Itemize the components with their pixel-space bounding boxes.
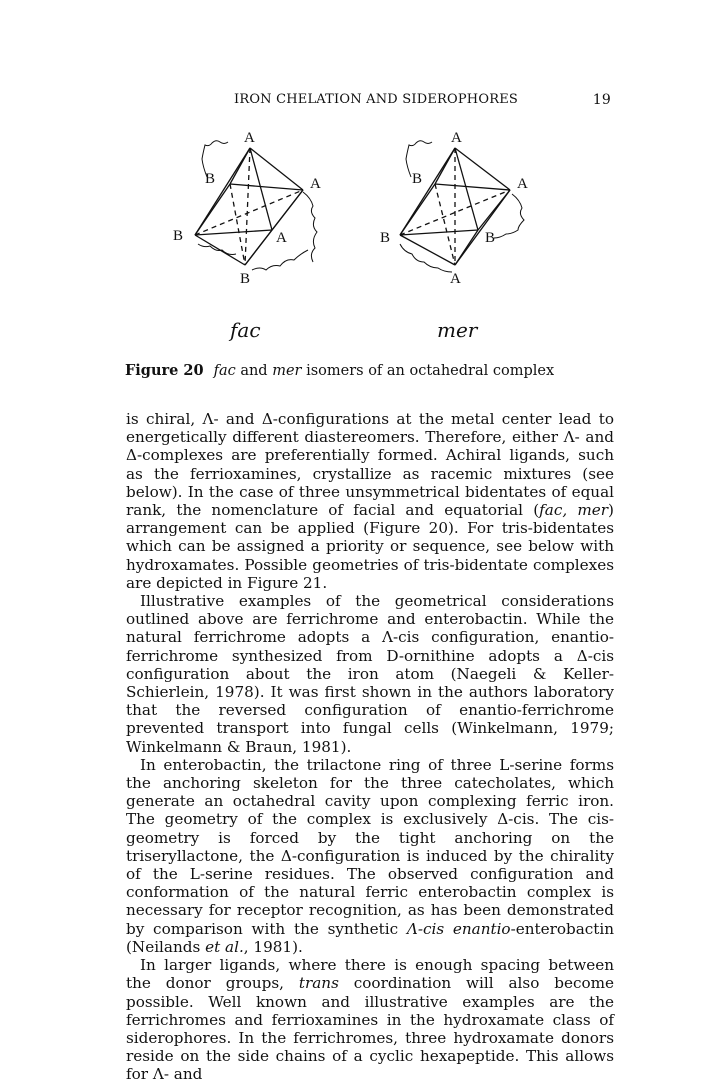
paragraph-3-lambda-cis: Λ-cis enantio: [406, 919, 511, 938]
figure-number: Figure 20: [125, 362, 204, 379]
paragraph-1-fac-mer: fac, mer: [539, 501, 609, 520]
body-text: [126, 410, 614, 1084]
svg-text:A: A: [244, 130, 255, 146]
caption-rest: isomers of an octahedral complex: [301, 363, 555, 379]
caption-and: and: [235, 363, 273, 379]
figure-20: [0, 120, 707, 360]
figure-caption: [125, 362, 554, 379]
paragraph-3-mid: -enterobactin (Neilands: [126, 919, 615, 956]
page-number: 19: [592, 92, 611, 108]
paragraph-3: [126, 756, 614, 956]
caption-fac: fac: [213, 363, 236, 379]
svg-text:B: B: [485, 230, 496, 246]
paragraph-4-text: In larger ligands, where there is enough spacing between the donor groups,: [126, 956, 614, 993]
paragraph-1-end: ) arrangement can be applied (Figure 20). For tris-bidentates which can be assigned a priority or sequence, see below with hydroxamates. Possible geometries of tris-bidentate complexes are depicted in Figure 21.: [126, 501, 614, 592]
svg-text:B: B: [173, 228, 184, 244]
paragraph-3-text: In enterobactin, the trilactone ring of three L-serine forms the anchoring skeleton for the three catecholates, which generate an octahedral cavity upon complexing ferric iron. The geometry of the complex is exclusively Δ-cis. The cis-geometry is forced by the tight anchoring on the triseryllactone, the Δ-configuration is induced by the chirality of the L-serine residues. The observed configuration and conformation of the natural ferric enterobactin complex is necessary for receptor recognition, as has been demonstrated by comparison with the synthetic: [126, 755, 614, 938]
fac-label: fac: [230, 318, 261, 342]
paragraph-2: Illustrative examples of the geometrical considerations outlined above are ferrichrome and enterobactin. While the natural ferrichrome adopts a Λ-cis configuration, enantio-ferrichrome synthesized from D-ornithine adopts a Δ-cis configuration about the iron atom (Naegeli & Keller-Schierlein, 1978). It was first shown in the authors laboratory that the reversed configuration of enantio-ferrichrome prevented transport into fungal cells (Winkelmann, 1979; Winkelmann & Braun, 1981).: [126, 592, 614, 756]
paragraph-3-end: , 1981).: [243, 937, 303, 956]
paragraph-4-trans: trans: [298, 974, 339, 993]
mer-label: mer: [437, 318, 478, 342]
paragraph-4-end: coordination will also become possible. Well known and illustrative examples are the ferrichromes and ferrioxamines in the hydroxamate class of siderophores. In the ferrichromes, three hydroxamate donors reside on the side chains of a cyclic hexapeptide. This allows for Λ- and: [126, 974, 614, 1084]
svg-text:B: B: [380, 230, 391, 246]
svg-text:B: B: [240, 271, 251, 287]
paragraph-1: [126, 410, 614, 592]
svg-text:A: A: [517, 176, 528, 192]
fac-octahedron: [195, 141, 317, 270]
svg-text:B: B: [205, 171, 216, 187]
svg-text:A: A: [310, 176, 321, 192]
paragraph-4: [126, 956, 614, 1083]
svg-text:B: B: [412, 171, 423, 187]
paragraph-3-et-al: et al.: [205, 937, 244, 956]
mer-octahedron: [400, 141, 524, 272]
svg-text:A: A: [450, 271, 461, 287]
paragraph-1-text: is chiral, Λ- and Δ-configurations at the metal center lead to energetically different diastereomers. Therefore, either Λ- and Δ-complexes are preferentially formed. Achiral ligands, such as the ferrioxamines, crystallize as racemic mixtures (see below). In the case of three unsymmetrical bidentates of equal rank, the nomenclature of facial and equatorial (: [126, 410, 614, 520]
octahedron-diagram: [0, 120, 707, 360]
svg-text:A: A: [276, 230, 287, 246]
svg-text:A: A: [451, 130, 462, 146]
caption-mer: mer: [272, 363, 302, 379]
running-header-title: IRON CHELATION AND SIDEROPHORES: [234, 92, 518, 107]
